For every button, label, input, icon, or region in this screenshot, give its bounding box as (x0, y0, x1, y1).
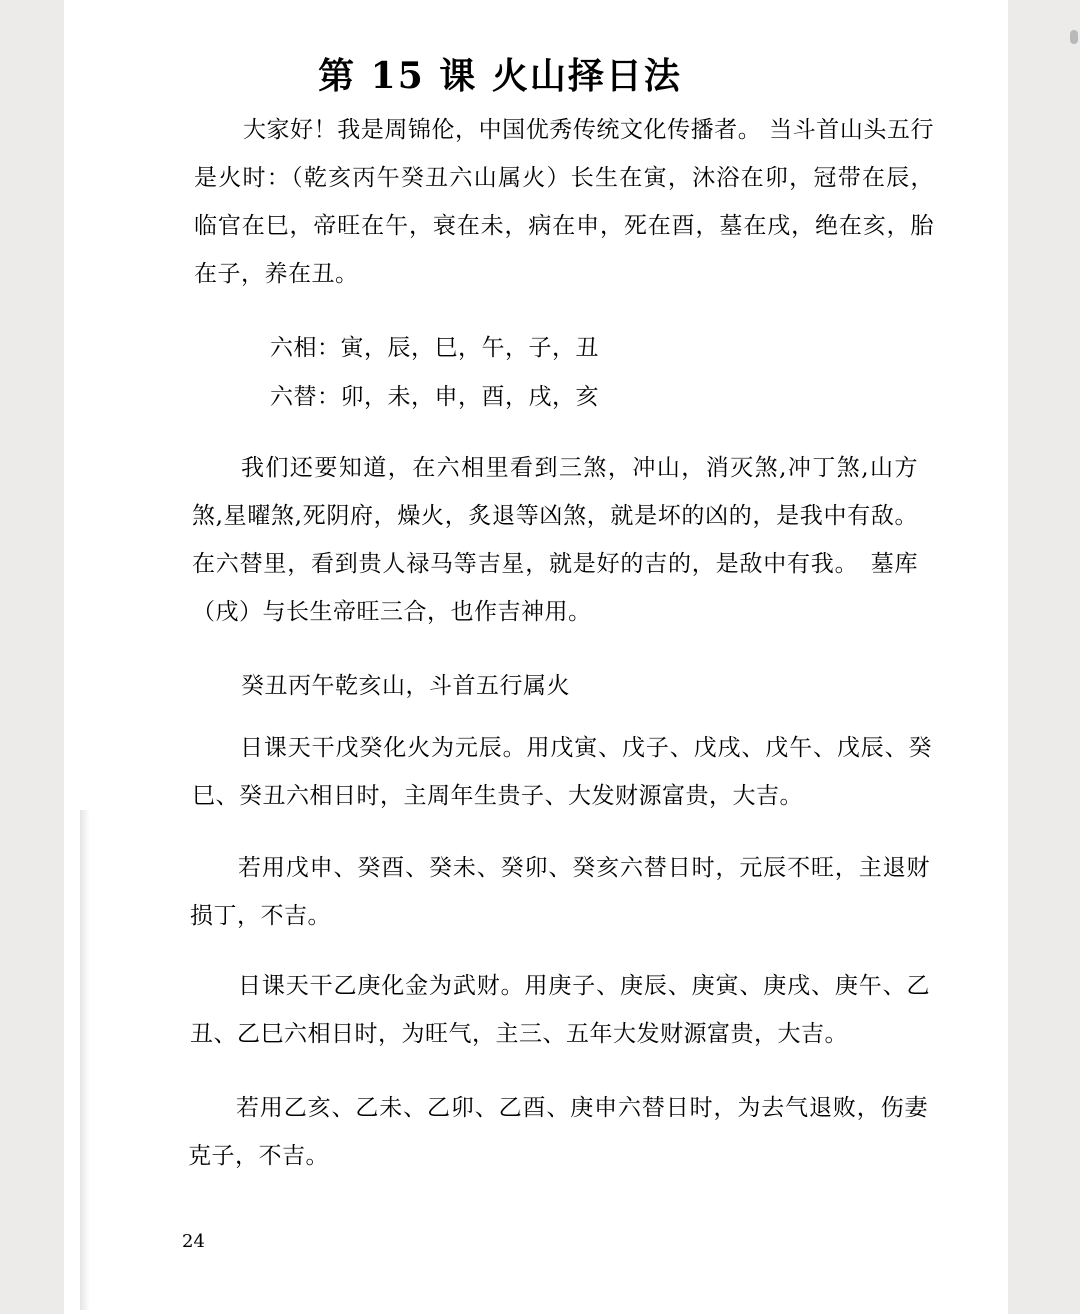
page-edge-shadow (80, 810, 90, 1310)
wuchen-bad-paragraph: 若用戊申、癸酉、癸未、癸卯、癸亥六替日时，元辰不旺，主退财损丁，不吉。 (190, 855, 930, 929)
wuchen-good-paragraph: 日课天干戊癸化火为元辰。用戊寅、戊子、戊戌、戊午、戊辰、癸巳、癸丑六相日时，主周年生贵子、大发财源富贵，大吉。 (192, 735, 932, 809)
yigeng-bad-paragraph: 若用乙亥、乙未、乙卯、乙酉、庚申六替日时，为去气退败，伤妻克子，不吉。 (188, 1095, 928, 1169)
scroll-indicator[interactable] (1070, 30, 1078, 44)
subheading: 癸丑丙午乾亥山，斗首五行属火 (241, 673, 570, 699)
six-xiang-list: 六相：寅，辰，巳，午，子，丑 (270, 335, 599, 361)
page-title: 第 15 课 火山择日法 (318, 55, 682, 98)
knowledge-paragraph: 我们还要知道，在六相里看到三煞，冲山，消灭煞,冲丁煞,山方煞,星曜煞,死阴府，燥火，炙退等凶煞，就是坏的凶的，是我中有敌。在六替里，看到贵人禄马等吉星，就是好的吉的，是敌中有我。 墓库（戌）与长生帝旺三合，也作吉神用。 (192, 455, 918, 625)
page-number: 24 (182, 1231, 205, 1252)
yigeng-good-paragraph: 日课天干乙庚化金为武财。用庚子、庚辰、庚寅、庚戌、庚午、乙丑、乙巳六相日时，为旺气，主三、五年大发财源富贵，大吉。 (190, 973, 930, 1047)
intro-paragraph: 大家好！我是周锦伦，中国优秀传统文化传播者。 当斗首山头五行是火时：（乾亥丙午癸丑六山属火）长生在寅，沐浴在卯，冠带在辰，临官在巳，帝旺在午，衰在未，病在申，死在酉，墓在戌，绝在亥，胎在子，养在丑。 (194, 117, 934, 287)
six-ti-list: 六替：卯，未，申，酉，戌，亥 (270, 384, 599, 410)
